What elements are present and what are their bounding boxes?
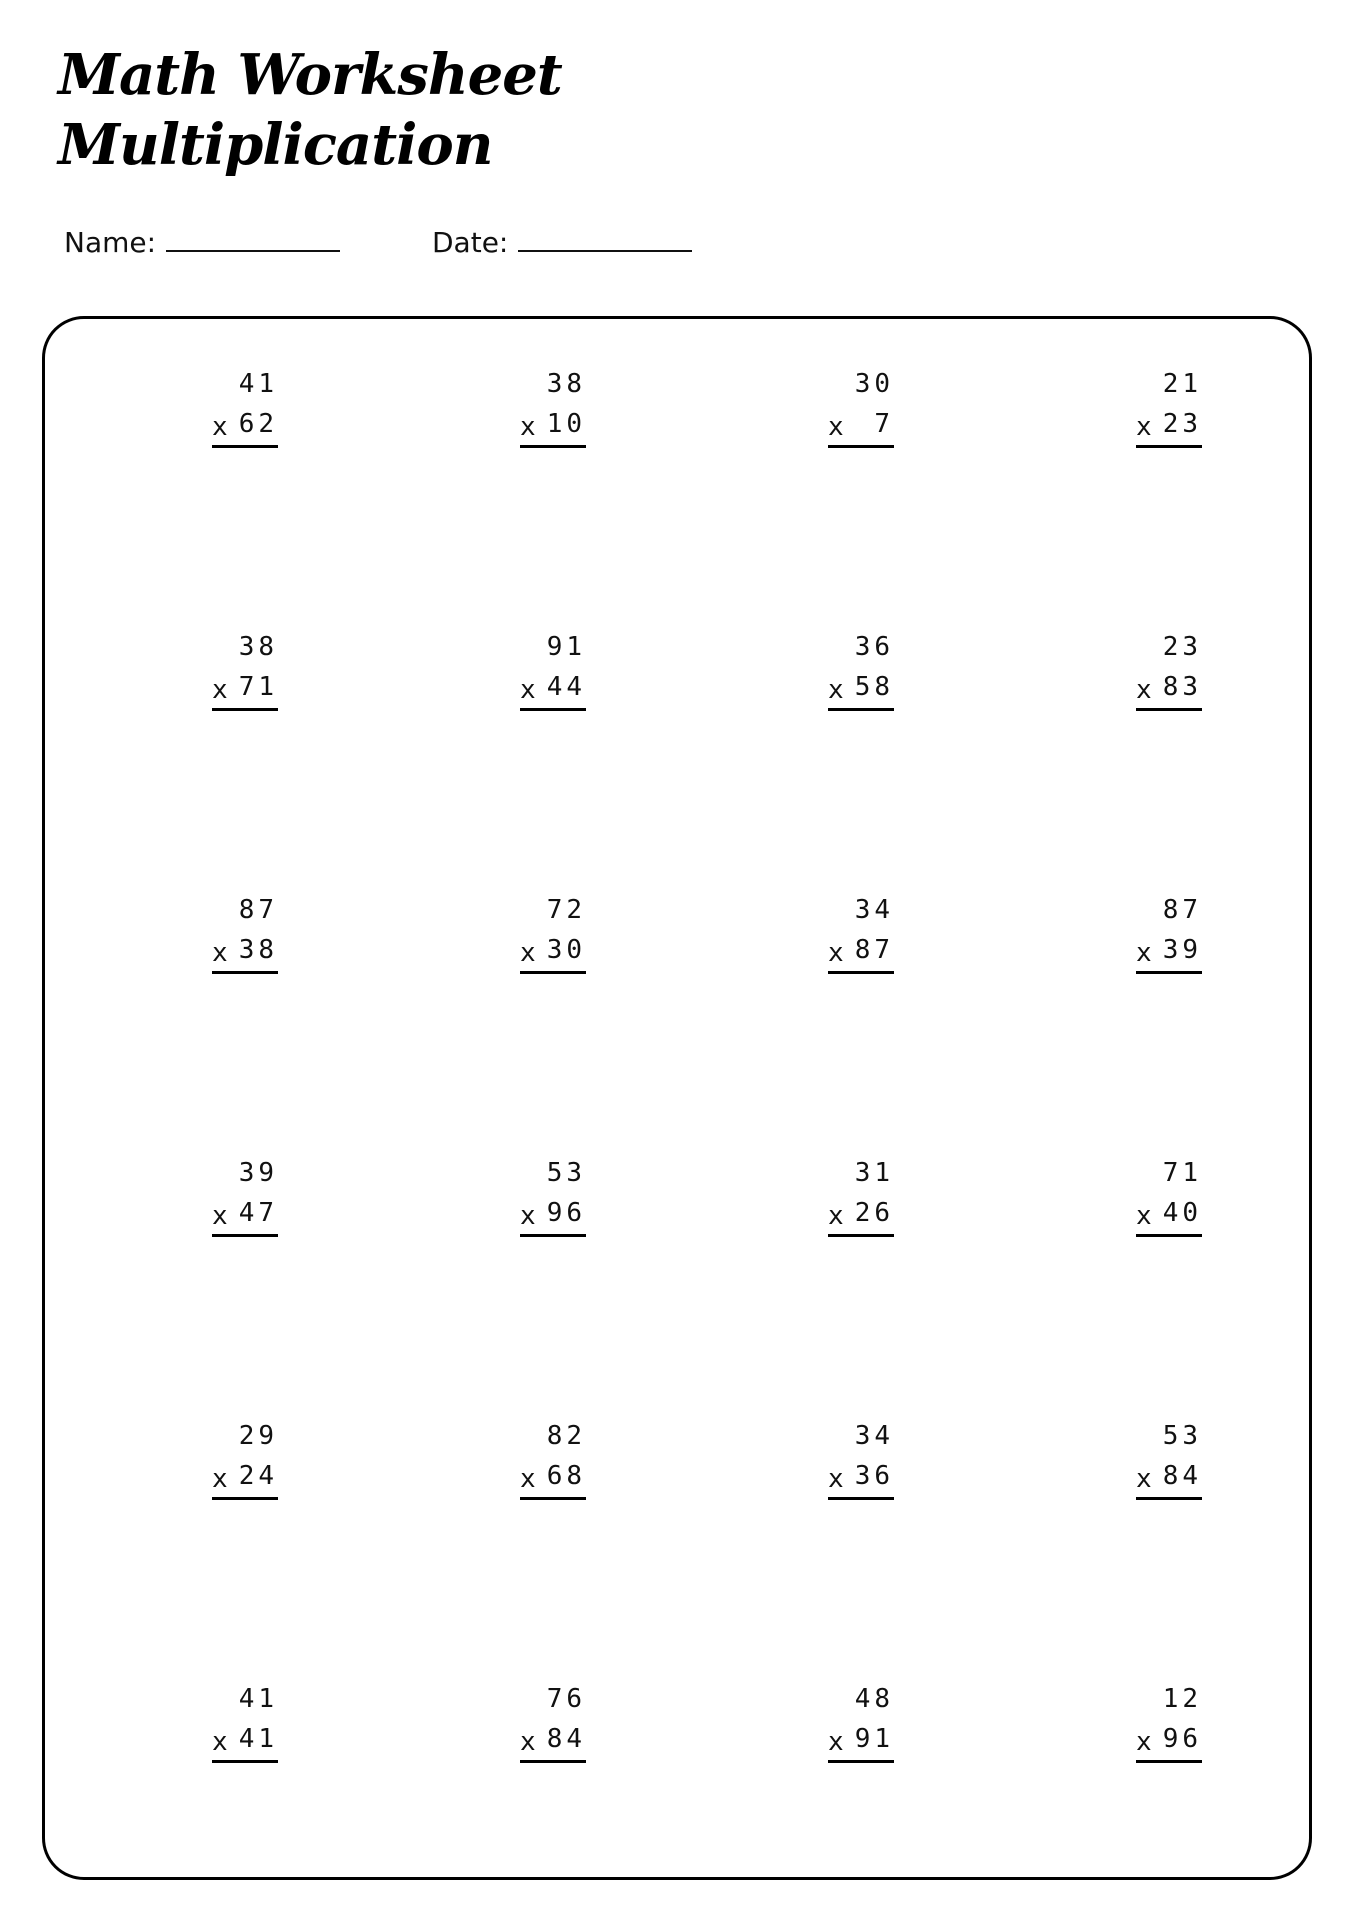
- times-operator: x: [1136, 675, 1152, 705]
- multiplier-row: [520, 1719, 586, 1759]
- multiplication-problem: [828, 627, 894, 711]
- date-blank-line[interactable]: [518, 222, 692, 252]
- times-operator: x: [212, 675, 228, 705]
- multiplier-row: [1136, 1719, 1202, 1759]
- multiplication-problem: [1136, 1153, 1202, 1237]
- times-operator: x: [828, 675, 844, 705]
- times-operator: x: [1136, 1201, 1152, 1231]
- multiplicand: 48: [854, 1684, 894, 1714]
- multiplication-problem: [1136, 1416, 1202, 1500]
- multiplication-problem: [828, 890, 894, 974]
- name-label: Name:: [64, 226, 157, 259]
- multiplier-row: [520, 404, 586, 444]
- multiplicand: 12: [1162, 1684, 1202, 1714]
- multiplicand: 72: [546, 895, 586, 925]
- worksheet-title: [58, 40, 562, 180]
- multiplicand: 30: [854, 369, 894, 399]
- multiplier-row: [1136, 1193, 1202, 1233]
- multiplier: 23: [1162, 409, 1202, 439]
- multiplier-row: [212, 930, 278, 970]
- multiplier-row: [828, 404, 894, 444]
- multiplier: 87: [854, 935, 894, 965]
- name-blank-line[interactable]: [166, 222, 340, 252]
- times-operator: x: [520, 1201, 536, 1231]
- multiplier-row: [828, 667, 894, 707]
- multiplication-problem: [212, 890, 278, 974]
- multiplier-row: [1136, 667, 1202, 707]
- multiplication-problem: [212, 627, 278, 711]
- times-operator: x: [520, 412, 536, 442]
- multiplier: 26: [854, 1198, 894, 1228]
- multiplication-problem: [1136, 890, 1202, 974]
- multiplier-row: [212, 404, 278, 444]
- multiplier: 83: [1162, 672, 1202, 702]
- multiplier: 62: [238, 409, 278, 439]
- multiplicand: 34: [854, 1421, 894, 1451]
- times-operator: x: [828, 1727, 844, 1757]
- multiplier: 68: [546, 1461, 586, 1491]
- multiplier: 91: [854, 1724, 894, 1754]
- times-operator: x: [1136, 1464, 1152, 1494]
- multiplier-row: [212, 1719, 278, 1759]
- times-operator: x: [520, 938, 536, 968]
- multiplication-problem: [1136, 627, 1202, 711]
- times-operator: x: [520, 675, 536, 705]
- times-operator: x: [212, 938, 228, 968]
- multiplicand: 87: [238, 895, 278, 925]
- multiplier: 84: [1162, 1461, 1202, 1491]
- multiplicand: 71: [1162, 1158, 1202, 1188]
- times-operator: x: [212, 1464, 228, 1494]
- times-operator: x: [828, 1464, 844, 1494]
- multiplier: 44: [546, 672, 586, 702]
- times-operator: x: [520, 1727, 536, 1757]
- multiplier-row: [828, 930, 894, 970]
- multiplicand: 41: [238, 1684, 278, 1714]
- multiplier-row: [520, 930, 586, 970]
- multiplicand: 31: [854, 1158, 894, 1188]
- multiplier: 96: [546, 1198, 586, 1228]
- multiplier: 36: [854, 1461, 894, 1491]
- multiplier: 71: [238, 672, 278, 702]
- times-operator: x: [212, 1201, 228, 1231]
- multiplication-problem: [828, 364, 894, 448]
- multiplicand: 38: [238, 632, 278, 662]
- multiplication-problem: [520, 364, 586, 448]
- multiplier-row: [1136, 930, 1202, 970]
- multiplier: 7: [874, 409, 894, 439]
- multiplier: 58: [854, 672, 894, 702]
- problems-panel: [42, 316, 1312, 1880]
- multiplier-row: [520, 1456, 586, 1496]
- multiplier: 40: [1162, 1198, 1202, 1228]
- times-operator: x: [1136, 938, 1152, 968]
- date-field: [432, 222, 692, 259]
- multiplicand: 87: [1162, 895, 1202, 925]
- multiplier-row: [520, 667, 586, 707]
- multiplicand: 76: [546, 1684, 586, 1714]
- multiplication-problem: [212, 364, 278, 448]
- multiplier-row: [212, 1456, 278, 1496]
- multiplier: 96: [1162, 1724, 1202, 1754]
- multiplication-problem: [212, 1153, 278, 1237]
- multiplier: 30: [546, 935, 586, 965]
- title-line-2: Multiplication: [58, 112, 493, 178]
- multiplicand: 53: [1162, 1421, 1202, 1451]
- multiplier: 47: [238, 1198, 278, 1228]
- multiplier-row: [828, 1719, 894, 1759]
- date-label: Date:: [432, 226, 509, 259]
- multiplier: 84: [546, 1724, 586, 1754]
- multiplication-problem: [828, 1153, 894, 1237]
- multiplicand: 38: [546, 369, 586, 399]
- multiplicand: 39: [238, 1158, 278, 1188]
- multiplier-row: [520, 1193, 586, 1233]
- multiplicand: 82: [546, 1421, 586, 1451]
- multiplicand: 23: [1162, 632, 1202, 662]
- multiplicand: 29: [238, 1421, 278, 1451]
- multiplication-problem: [520, 890, 586, 974]
- times-operator: x: [828, 412, 844, 442]
- multiplier: 39: [1162, 935, 1202, 965]
- multiplicand: 21: [1162, 369, 1202, 399]
- multiplicand: 53: [546, 1158, 586, 1188]
- multiplier: 41: [238, 1724, 278, 1754]
- name-field: [64, 222, 340, 259]
- multiplier: 24: [238, 1461, 278, 1491]
- times-operator: x: [828, 1201, 844, 1231]
- multiplicand: 34: [854, 895, 894, 925]
- multiplication-problem: [520, 1416, 586, 1500]
- multiplication-problem: [1136, 1679, 1202, 1763]
- multiplication-problem: [520, 1679, 586, 1763]
- multiplication-problem: [1136, 364, 1202, 448]
- times-operator: x: [1136, 1727, 1152, 1757]
- multiplication-problem: [520, 1153, 586, 1237]
- multiplication-problem: [828, 1679, 894, 1763]
- times-operator: x: [212, 412, 228, 442]
- multiplication-problem: [212, 1679, 278, 1763]
- times-operator: x: [212, 1727, 228, 1757]
- multiplicand: 91: [546, 632, 586, 662]
- multiplication-problem: [212, 1416, 278, 1500]
- title-line-1: Math Worksheet: [58, 42, 562, 108]
- times-operator: x: [828, 938, 844, 968]
- multiplication-problem: [828, 1416, 894, 1500]
- multiplier-row: [1136, 1456, 1202, 1496]
- multiplier-row: [828, 1193, 894, 1233]
- multiplier: 10: [546, 409, 586, 439]
- multiplier: 38: [238, 935, 278, 965]
- multiplier-row: [212, 667, 278, 707]
- multiplier-row: [1136, 404, 1202, 444]
- multiplicand: 36: [854, 632, 894, 662]
- multiplier-row: [828, 1456, 894, 1496]
- multiplier-row: [212, 1193, 278, 1233]
- times-operator: x: [1136, 412, 1152, 442]
- multiplication-problem: [520, 627, 586, 711]
- multiplicand: 41: [238, 369, 278, 399]
- times-operator: x: [520, 1464, 536, 1494]
